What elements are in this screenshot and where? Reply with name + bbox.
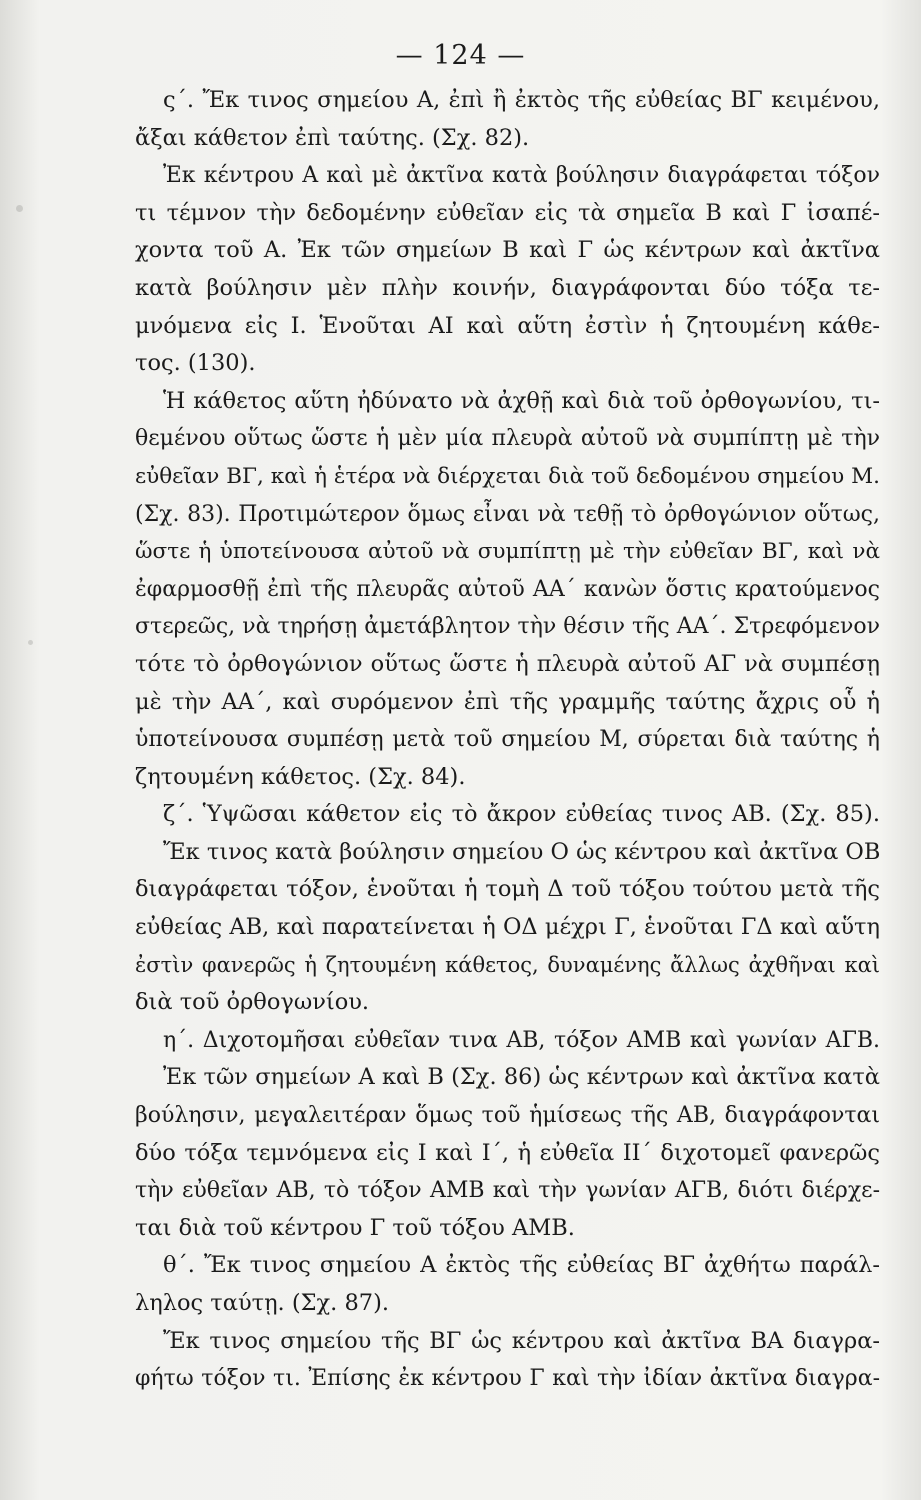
text-line: διαγράφεται τόξον, ἑνοῦται ἡ τομὴ Δ τοῦ τόξου τούτου μετὰ τῆς xyxy=(135,876,880,903)
text-line: διὰ τοῦ ὀρθογωνίου. xyxy=(135,989,370,1016)
text-line: μὲ τὴν ΑΑ΄, καὶ συρόμενον ἐπὶ τῆς γραμμῆς ταύτης ἄχρις οὗ ἡ xyxy=(135,688,880,715)
text-line: δύο τόξα τεμνόμενα εἰς Ι καὶ Ι΄, ἡ εὐθεῖα ΙΙ΄ διχοτομεῖ φανερῶς xyxy=(135,1139,880,1166)
text-line: στερεῶς, νὰ τηρήσῃ ἀμετάβλητον τὴν θέσιν τῆς ΑΑ΄. Στρεφόμενον xyxy=(135,614,880,640)
text-line: ς΄. Ἔκ τινος σημείου Α, ἐπὶ ἢ ἐκτὸς τῆς εὐθείας ΒΓ κειμένου, xyxy=(163,87,880,113)
text-line: (Σχ. 83). Προτιμώτερον ὅμως εἶναι νὰ τεθῇ τὸ ὀρθογώνιον οὕτως, xyxy=(135,501,880,527)
text-line: βούλησιν, μεγαλειτέραν ὅμως τοῦ ἡμίσεως τῆς ΑΒ, διαγράφονται xyxy=(135,1103,880,1129)
text-line: εὐθεῖαν ΒΓ, καὶ ἡ ἑτέρα νὰ διέρχεται διὰ τοῦ δεδομένου σημείου Μ. xyxy=(135,463,880,489)
text-line: τότε τὸ ὀρθογώνιον οὕτως ὥστε ἡ πλευρὰ αὐτοῦ ΑΓ νὰ συμπέσῃ xyxy=(135,650,880,677)
text-line: τὴν εὐθεῖαν ΑΒ, τὸ τόξον ΑΜΒ καὶ τὴν γωνίαν ΑΓΒ, διότι διέρχε- xyxy=(135,1178,880,1204)
text-line: φήτω τόξον τι. Ἐπίσης ἐκ κέντρου Γ καὶ τὴν ἰδίαν ἀκτῖνα διαγρα- xyxy=(135,1366,880,1392)
text-line: ἐφαρμοσθῇ ἐπὶ τῆς πλευρᾶς αὐτοῦ ΑΑ΄ κανὼν ὅστις κρατούμενος xyxy=(135,576,880,602)
text-line: θεμένου οὕτως ὥστε ἡ μὲν μία πλευρὰ αὐτοῦ νὰ συμπίπτῃ μὲ τὴν xyxy=(135,426,880,452)
text-line: Ἡ κάθετος αὕτη ἠδύνατο νὰ ἀχθῇ καὶ διὰ τοῦ ὀρθογωνίου, τι- xyxy=(163,387,880,414)
text-line: θ΄. Ἔκ τινος σημείου Α ἐκτὸς τῆς εὐθείας ΒΓ ἀχθήτω παράλ- xyxy=(163,1252,880,1279)
body-text xyxy=(135,82,880,1398)
text-line: Ἐκ τῶν σημείων Α καὶ Β (Σχ. 86) ὡς κέντρων καὶ ἀκτῖνα κατὰ xyxy=(163,1064,880,1091)
text-line: Ἔκ τινος κατὰ βούλησιν σημείου Ο ὡς κέντρου καὶ ἀκτῖνα ΟΒ xyxy=(163,838,881,865)
text-line: ὥστε ἡ ὑποτείνουσα αὐτοῦ νὰ συμπίπτῃ μὲ τὴν εὐθεῖαν ΒΓ, καὶ νὰ xyxy=(135,539,880,565)
text-line: ἄξαι κάθετον ἐπὶ ταύτης. (Σχ. 82). xyxy=(135,124,530,151)
text-line: τι τέμνον τὴν δεδομένην εὐθεῖαν εἰς τὰ σημεῖα Β καὶ Γ ἰσαπέ- xyxy=(135,199,880,226)
text-line: ται διὰ τοῦ κέντρου Γ τοῦ τόξου ΑΜΒ. xyxy=(135,1214,575,1241)
text-line: ζ΄. Ὑψῶσαι κάθετον εἰς τὸ ἄκρον εὐθείας τινος ΑΒ. (Σχ. 85). xyxy=(163,801,880,828)
text-line: ζητουμένη κάθετος. (Σχ. 84). xyxy=(135,763,466,790)
text-line: εὐθείας ΑΒ, καὶ παρατείνεται ἡ ΟΔ μέχρι Γ, ἑνοῦται ΓΔ καὶ αὕτη xyxy=(135,914,880,941)
text-line: κατὰ βούλησιν μὲν πλὴν κοινήν, διαγράφονται δύο τόξα τε- xyxy=(135,274,880,301)
text-line: τος. (130). xyxy=(135,350,256,377)
text-line: η΄. Διχοτομῆσαι εὐθεῖαν τινα ΑΒ, τόξον ΑΜΒ καὶ γωνίαν ΑΓΒ. xyxy=(163,1027,880,1053)
text-line: ἐστὶν φανερῶς ἡ ζητουμένη κάθετος, δυναμένης ἄλλως ἀχθῆναι καὶ xyxy=(135,952,880,977)
ink-speck xyxy=(16,205,23,212)
text-line: Ἐκ κέντρου Α καὶ μὲ ἀκτῖνα κατὰ βούλησιν διαγράφεται τόξον xyxy=(163,163,880,189)
text-line: μνόμενα εἰς Ι. Ἑνοῦται ΑΙ καὶ αὕτη ἐστὶν ἡ ζητουμένη κάθε- xyxy=(135,312,880,339)
text-line: Ἔκ τινος σημείου τῆς ΒΓ ὡς κέντρου καὶ ἀκτῖνα ΒΑ διαγρα- xyxy=(163,1327,880,1354)
text-line: χοντα τοῦ Α. Ἐκ τῶν σημείων Β καὶ Γ ὡς κέντρων καὶ ἀκτῖνα xyxy=(135,237,880,264)
page-number: — 124 — xyxy=(395,40,526,71)
text-line: ληλος ταύτῃ. (Σχ. 87). xyxy=(135,1290,390,1316)
ink-speck xyxy=(28,640,33,645)
text-line: ὑποτείνουσα συμπέσῃ μετὰ τοῦ σημείου Μ, σύρεται διὰ ταύτης ἡ xyxy=(135,727,880,753)
